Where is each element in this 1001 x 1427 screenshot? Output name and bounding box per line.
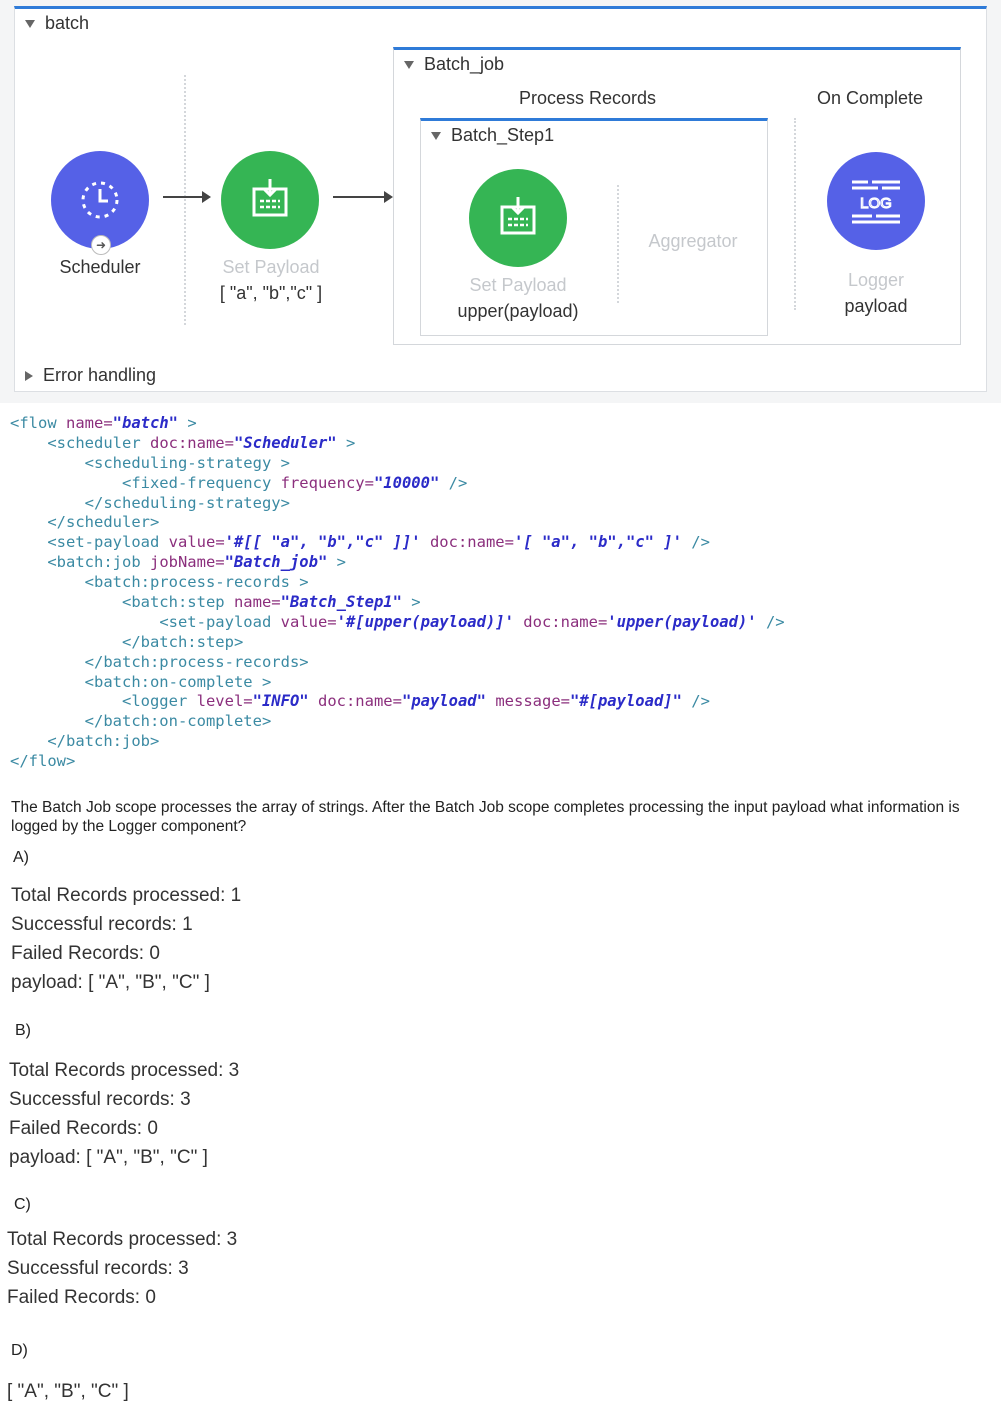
option-b-letter: B)	[15, 1022, 31, 1039]
code-indent	[10, 673, 85, 691]
code-token: <batch:step	[121, 593, 234, 612]
code-token: "payload"	[401, 692, 486, 711]
flow-batch[interactable]	[14, 6, 987, 392]
code-indent	[10, 454, 85, 472]
code-token: <batch:job	[47, 553, 150, 572]
code-token: </flow>	[10, 752, 76, 771]
code-token: >	[401, 593, 421, 612]
code-indent	[10, 494, 85, 512]
code-indent	[10, 573, 85, 591]
code-line	[10, 454, 785, 474]
collapse-triangle-icon[interactable]	[25, 20, 35, 28]
code-token: >	[327, 553, 346, 572]
answer-line: Failed Records: 0	[9, 1118, 158, 1139]
code-line	[10, 752, 785, 772]
code-token: '#[upper(payload)]'	[336, 612, 514, 631]
code-indent	[10, 474, 122, 492]
batch-job-header[interactable]	[404, 54, 504, 75]
answer-line: Total Records processed: 1	[11, 885, 242, 906]
code-line	[10, 593, 785, 613]
code-token: </scheduler>	[47, 513, 160, 532]
code-token: name=	[233, 593, 281, 612]
code-token: doc:name=	[429, 533, 514, 552]
code-line	[10, 653, 785, 673]
code-token: value=	[168, 533, 225, 552]
answer-line: payload: [ "A", "B", "C" ]	[11, 972, 210, 993]
flow-header[interactable]	[25, 13, 89, 34]
set-payload-icon	[493, 193, 543, 243]
answer-line: Successful records: 1	[11, 914, 193, 935]
process-records-label: Process Records	[519, 88, 657, 108]
code-token: value=	[280, 612, 337, 631]
code-token: <batch:on-complete >	[84, 672, 272, 691]
batch-step-title: Batch_Step1	[451, 125, 555, 145]
code-token: name=	[66, 414, 113, 432]
aggregator-label: Aggregator	[648, 231, 738, 251]
code-token: "INFO"	[252, 692, 309, 711]
code-line	[10, 613, 785, 633]
code-line	[10, 494, 785, 514]
code-token: </scheduling-strategy>	[84, 493, 290, 512]
code-token: "Batch_job"	[224, 553, 328, 572]
code-token: <batch:process-records >	[84, 573, 309, 592]
code-token: "#[payload]"	[569, 692, 682, 711]
code-token: </batch:process-records>	[84, 652, 309, 671]
svg-text:LOG: LOG	[860, 195, 892, 212]
code-token: frequency=	[280, 473, 374, 492]
code-token: <scheduling-strategy >	[84, 453, 290, 472]
batch-step-header[interactable]	[431, 125, 554, 146]
code-token: '#[[ "a", "b","c" ]]'	[224, 533, 421, 552]
code-token: />	[439, 473, 468, 492]
set-payload-component[interactable]	[221, 151, 319, 249]
code-token: />	[756, 612, 785, 631]
batch-job-scope[interactable]	[393, 47, 961, 345]
flow-arrow	[163, 196, 209, 198]
answer-line: Total Records processed: 3	[7, 1229, 238, 1250]
code-token: "Scheduler"	[233, 433, 337, 452]
code-token	[486, 692, 495, 710]
code-token	[309, 692, 318, 710]
code-token: >	[336, 433, 356, 452]
answer-line: Successful records: 3	[7, 1258, 189, 1279]
answer-line: Failed Records: 0	[7, 1287, 156, 1308]
code-token: "Batch_Step1"	[280, 593, 402, 612]
code-token: doc:name=	[317, 692, 402, 711]
batch-job-title: Batch_job	[424, 54, 505, 74]
code-line	[10, 732, 785, 752]
code-indent	[10, 633, 122, 651]
code-indent	[10, 593, 122, 611]
set-payload-label: Set Payload	[222, 257, 320, 277]
code-line	[10, 673, 785, 693]
code-token: 'upper(payload)'	[607, 612, 757, 631]
flow-title: batch	[45, 13, 90, 33]
option-d-answer[interactable]	[7, 1377, 129, 1406]
flow-canvas	[0, 0, 1001, 403]
option-c-letter: C)	[14, 1196, 31, 1213]
code-token: />	[681, 533, 710, 552]
answer-line: Failed Records: 0	[11, 943, 160, 964]
scheduler-label: Scheduler	[59, 257, 141, 277]
collapse-triangle-icon[interactable]	[431, 132, 441, 140]
code-line	[10, 553, 785, 573]
code-indent	[10, 434, 47, 452]
log-icon	[848, 176, 904, 226]
answer-line: Successful records: 3	[9, 1089, 191, 1110]
code-indent	[10, 732, 47, 750]
option-a-answer[interactable]	[11, 881, 241, 997]
set-payload-icon	[245, 175, 295, 225]
logger-label: Logger	[847, 270, 905, 290]
set-payload-value: upper(payload)	[457, 301, 579, 321]
code-token: doc:name=	[149, 433, 234, 452]
code-indent	[10, 613, 159, 631]
code-token: </batch:on-complete>	[84, 712, 272, 731]
option-d-letter: D)	[11, 1342, 28, 1359]
error-handling-label: Error handling	[43, 365, 157, 385]
code-line	[10, 533, 785, 553]
code-token: <set-payload	[47, 533, 169, 552]
code-line	[10, 414, 785, 434]
code-token: doc:name=	[523, 612, 608, 631]
answer-line: [ "A", "B", "C" ]	[7, 1381, 129, 1402]
code-token: <fixed-frequency	[121, 473, 281, 492]
code-token: <set-payload	[159, 612, 281, 631]
code-indent	[10, 513, 47, 531]
answer-line: payload: [ "A", "B", "C" ]	[9, 1147, 208, 1168]
code-token: "batch"	[112, 414, 178, 432]
logger-value: payload	[844, 296, 908, 316]
code-token: <scheduler	[47, 433, 150, 452]
clock-icon	[75, 175, 125, 225]
code-token: >	[178, 414, 197, 432]
option-a-letter: A)	[13, 849, 29, 866]
code-token: "10000"	[373, 473, 440, 492]
option-c-answer[interactable]	[7, 1225, 237, 1312]
code-token: </batch:step>	[121, 632, 244, 651]
code-indent	[10, 553, 47, 571]
code-token: </batch:job>	[47, 732, 160, 751]
error-handling-header[interactable]	[25, 365, 156, 386]
source-divider	[184, 75, 186, 325]
code-token: level=	[196, 692, 253, 711]
code-indent	[10, 692, 122, 710]
source-arrow-icon: ➜	[91, 235, 111, 255]
code-token: <logger	[121, 692, 197, 711]
code-token: <flow	[10, 414, 66, 432]
option-b-answer[interactable]	[9, 1056, 239, 1172]
code-line	[10, 513, 785, 533]
code-token: '[ "a", "b","c" ]'	[513, 533, 682, 552]
code-indent	[10, 533, 47, 551]
batch-step-scope[interactable]	[420, 118, 768, 336]
code-line	[10, 434, 785, 454]
code-indent	[10, 653, 85, 671]
code-line	[10, 474, 785, 494]
code-token: message=	[495, 692, 570, 711]
code-line	[10, 573, 785, 593]
expand-triangle-icon[interactable]	[25, 371, 33, 381]
set-payload-value: [ "a", "b","c" ]	[219, 283, 323, 303]
code-token: jobName=	[149, 553, 225, 572]
flow-arrow	[333, 196, 391, 198]
code-indent	[10, 712, 85, 730]
code-line	[10, 692, 785, 712]
code-token	[514, 613, 523, 631]
set-payload-label: Set Payload	[469, 275, 567, 295]
code-token	[421, 533, 430, 551]
code-token: />	[681, 692, 710, 711]
set-payload-component[interactable]	[469, 169, 567, 267]
code-line	[10, 712, 785, 732]
question-text: The Batch Job scope processes the array of strings. After the Batch Job scope completes processing the input payload what information is logged by the Logger component?	[11, 799, 960, 835]
code-line	[10, 633, 785, 653]
answer-line: Total Records processed: 3	[9, 1060, 240, 1081]
collapse-triangle-icon[interactable]	[404, 61, 414, 69]
logger-component[interactable]	[827, 152, 925, 250]
xml-code-block	[10, 414, 785, 772]
on-complete-label: On Complete	[817, 88, 924, 108]
